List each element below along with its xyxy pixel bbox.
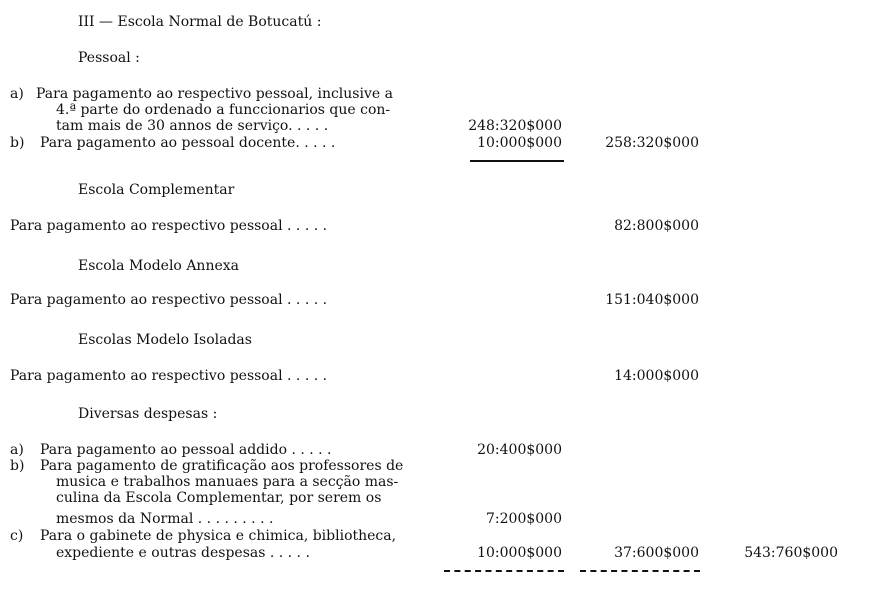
item-marker: b): [10, 458, 25, 474]
item-text-line: tam mais de 30 annos de serviço. . . . .: [56, 118, 329, 134]
subheading-pessoal: Pessoal :: [78, 50, 140, 66]
amount: 248:320$000: [468, 118, 562, 134]
section-title: III — Escola Normal de Botucatú :: [78, 14, 322, 30]
subtotal: 258:320$000: [605, 135, 699, 151]
item-text-line: expediente e outras despesas . . . . .: [56, 545, 310, 561]
item-text-line: mesmos da Normal . . . . . . . . .: [56, 511, 274, 527]
subheading-complementar: Escola Complementar: [78, 182, 235, 198]
subtotal: 37:600$000: [614, 545, 699, 561]
item-text-line: Para pagamento ao respectivo pessoal . . . . .: [10, 218, 328, 234]
grand-total: 543:760$000: [744, 545, 838, 561]
item-text-line: Para o gabinete de physica e chimica, bibliotheca,: [40, 528, 397, 544]
item-marker: c): [10, 528, 24, 544]
item-text-line: Para pagamento ao respectivo pessoal, inclusive a: [36, 86, 393, 102]
amount: 82:800$000: [614, 218, 699, 234]
amount: 14:000$000: [614, 368, 699, 384]
item-text-line: Para pagamento ao pessoal addido . . . . .: [40, 442, 332, 458]
amount: 10:000$000: [477, 135, 562, 151]
subheading-modelo-annexa: Escola Modelo Annexa: [78, 258, 239, 274]
amount: 7:200$000: [486, 511, 562, 527]
item-marker: a): [10, 442, 24, 458]
item-text-line: Para pagamento ao pessoal docente. . . . .: [40, 135, 336, 151]
item-text-line: Para pagamento de gratificação aos professores de: [40, 458, 404, 474]
subheading-diversas: Diversas despesas :: [78, 406, 218, 422]
item-marker: a): [10, 86, 24, 102]
amount: 10:000$000: [477, 545, 562, 561]
item-text-line: 4.ª parte do ordenado a funccionarios que con-: [56, 102, 391, 118]
sum-rule: [580, 570, 700, 572]
item-marker: b): [10, 135, 25, 151]
amount: 20:400$000: [477, 442, 562, 458]
item-text-line: Para pagamento ao respectivo pessoal . . . . .: [10, 368, 328, 384]
item-text-line: Para pagamento ao respectivo pessoal . . . . .: [10, 292, 328, 308]
item-text-line: culina da Escola Complementar, por serem os: [56, 490, 382, 506]
sum-rule: [444, 570, 564, 572]
sum-rule: [470, 160, 564, 162]
subheading-modelo-isoladas: Escolas Modelo Isoladas: [78, 332, 252, 348]
amount: 151:040$000: [605, 292, 699, 308]
item-text-line: musica e trabalhos manuaes para a secção mas-: [56, 474, 399, 490]
